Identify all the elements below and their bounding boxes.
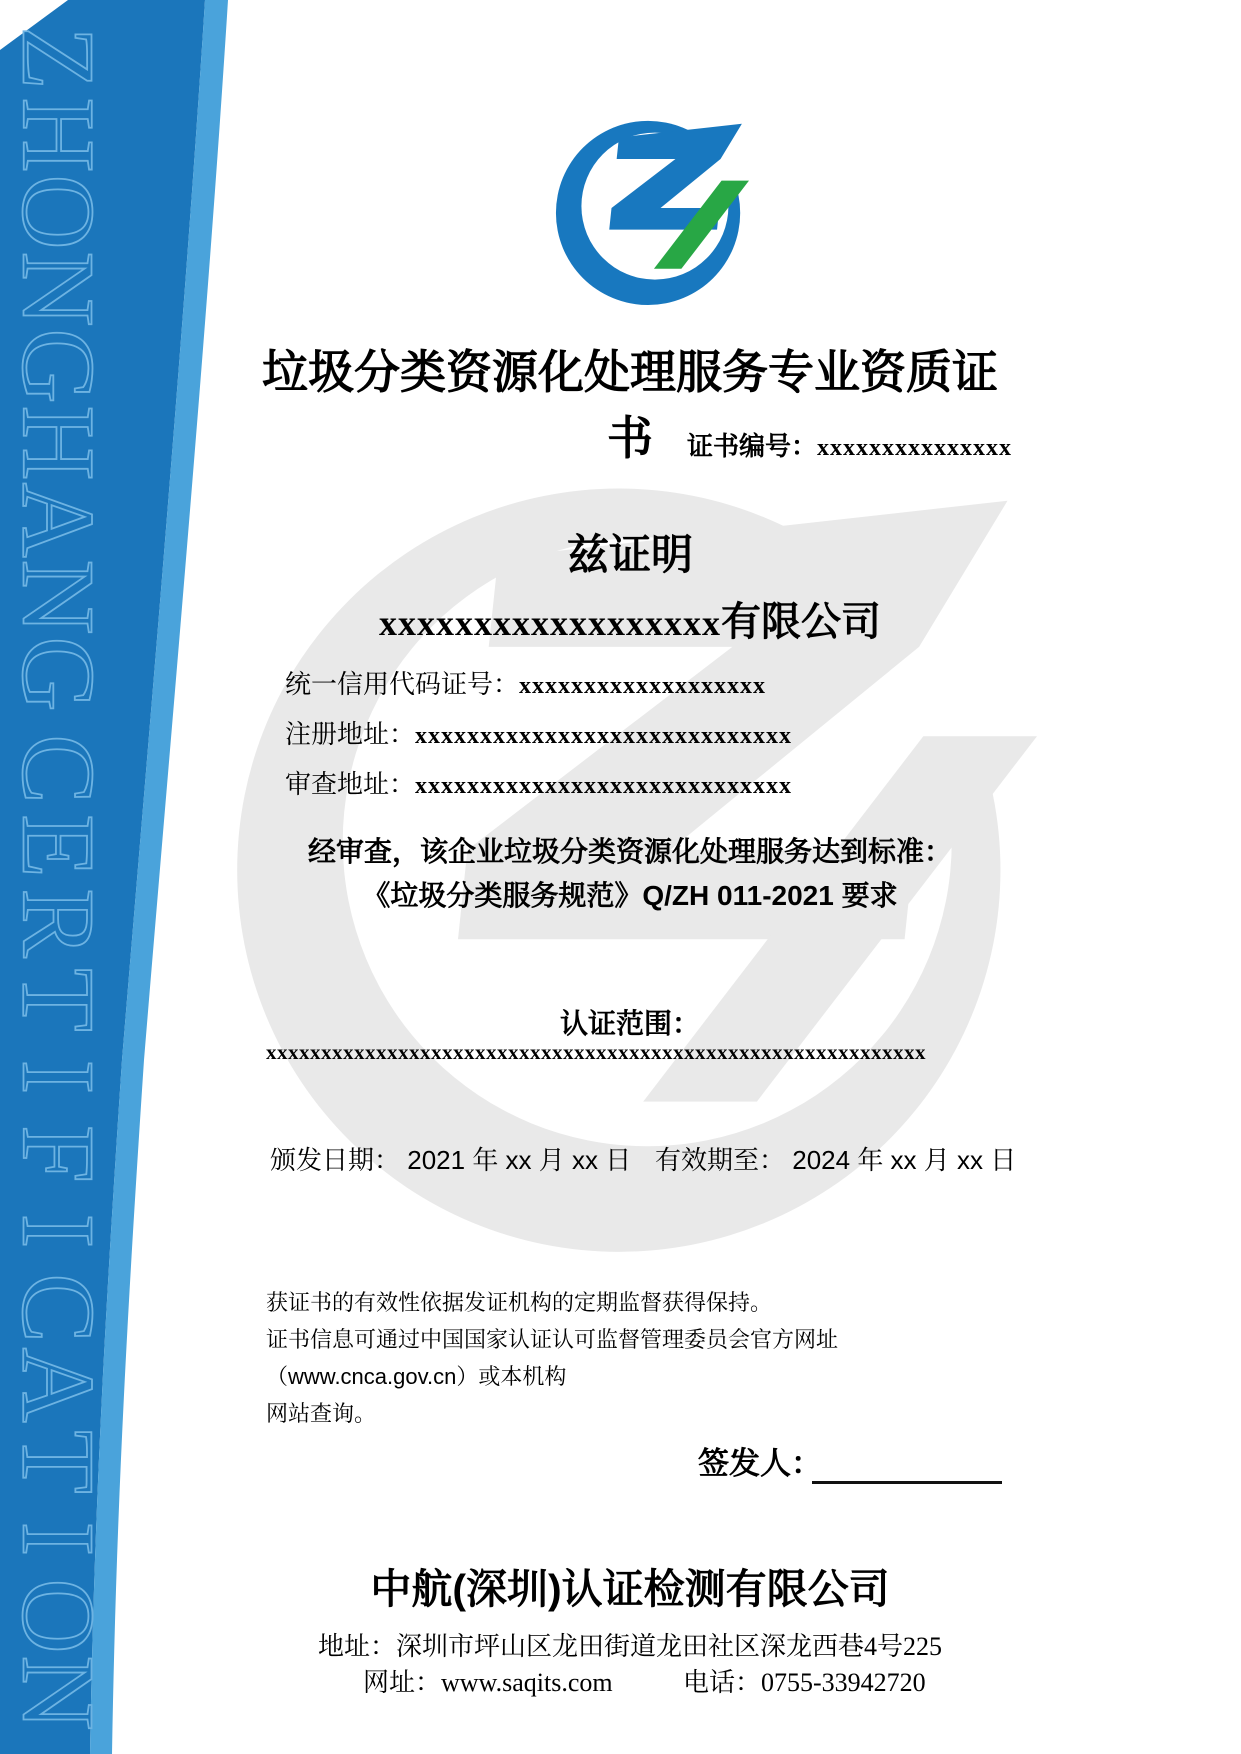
company-name-placeholder: xxxxxxxxxxxxxxxxxx: [379, 603, 721, 643]
registered-address-row: [285, 714, 792, 751]
audit-address-row: [285, 764, 792, 801]
company-name-suffix: 有限公司: [721, 600, 881, 644]
band-letter: H: [0, 97, 116, 173]
band-letter: C: [0, 734, 116, 804]
credit-code-row: [285, 664, 766, 701]
audit-address-value: xxxxxxxxxxxxxxxxxxxxxxxxxxxxx: [415, 773, 793, 799]
issue-date-value: 2021 年 xx 月 xx 日: [407, 1145, 632, 1175]
audit-address-label: 审查地址：: [285, 769, 416, 799]
org-website: 网址：www.saqits.com: [363, 1668, 613, 1697]
band-letter: T: [0, 1430, 116, 1494]
band-letter: N: [0, 1655, 116, 1731]
scope-value-row: [266, 1040, 1026, 1065]
band-letter: Z: [0, 26, 116, 90]
company-name: [240, 590, 1020, 647]
band-letter: F: [0, 1125, 116, 1183]
band-letter: T: [0, 968, 116, 1032]
band-letter: H: [0, 405, 116, 481]
scope-heading: 认证范围：: [559, 1008, 700, 1039]
note-line-2: 证书信息可通过中国国家认证认可监督管理委员会官方网址（www.cnca.gov.cn）或本机构: [266, 1327, 839, 1389]
credit-code-value: xxxxxxxxxxxxxxxxxxx: [519, 673, 767, 699]
band-letter: R: [0, 888, 116, 958]
cert-number-value: xxxxxxxxxxxxxxx: [817, 435, 1012, 461]
band-letter: I: [0, 1213, 116, 1249]
band-letter: I: [0, 1059, 116, 1095]
band-letter: I: [0, 1521, 116, 1557]
band-letter: O: [0, 1578, 116, 1654]
org-phone: 电话：0755-33942720: [683, 1668, 926, 1697]
scope-value: xxxxxxxxxxxxxxxxxxxxxxxxxxxxxxxxxxxxxxxxxxxxxxxxxxxxxxxxxxxx: [266, 1040, 926, 1064]
issue-date-row: [270, 1140, 631, 1177]
org-name: 中航(深圳)认证检测有限公司: [370, 1566, 890, 1612]
band-letter: C: [0, 1273, 116, 1343]
band-letter: N: [0, 559, 116, 635]
note-line-1: 获证书的有效性依据发证机构的定期监督获得保持。: [266, 1290, 773, 1315]
registered-address-label: 注册地址：: [285, 719, 416, 749]
registered-address-value: xxxxxxxxxxxxxxxxxxxxxxxxxxxxx: [415, 723, 793, 749]
issue-date-label: 颁发日期：: [270, 1145, 401, 1175]
valid-until-row: [655, 1140, 1016, 1177]
note-line-3: 网站查询。: [266, 1401, 377, 1426]
cert-number-row: [240, 426, 1012, 463]
issuer-label: 签发人：: [698, 1446, 822, 1481]
credit-code-label: 统一信用代码证号：: [285, 669, 520, 699]
org-address: 地址：深圳市坪山区龙田街道龙田社区深龙西巷4号225: [317, 1632, 942, 1661]
band-letter: O: [0, 174, 116, 250]
page-title: 垃圾分类资源化处理服务专业资质证书: [262, 346, 998, 464]
brand-logo-icon: [553, 107, 749, 313]
valid-until-value: 2024 年 xx 月 xx 日: [792, 1145, 1017, 1175]
cert-number-label: 证书编号：: [686, 431, 817, 461]
band-letter: G: [0, 328, 116, 404]
band-letter: G: [0, 636, 116, 712]
band-letter: E: [0, 814, 116, 878]
valid-until-label: 有效期至：: [655, 1145, 786, 1175]
band-letter: A: [0, 482, 116, 558]
standard-line: 《垃圾分类服务规范》Q/ZH 011-2021 要求: [362, 880, 898, 911]
notes-paragraph: [266, 1284, 1022, 1432]
audit-statement: 经审查，该企业垃圾分类资源化处理服务达到标准：: [307, 836, 952, 867]
side-band: [0, 0, 260, 1754]
certify-heading: 兹证明: [566, 531, 693, 578]
band-letter: A: [0, 1347, 116, 1423]
signature-line: [812, 1481, 1002, 1484]
band-letter: N: [0, 251, 116, 327]
